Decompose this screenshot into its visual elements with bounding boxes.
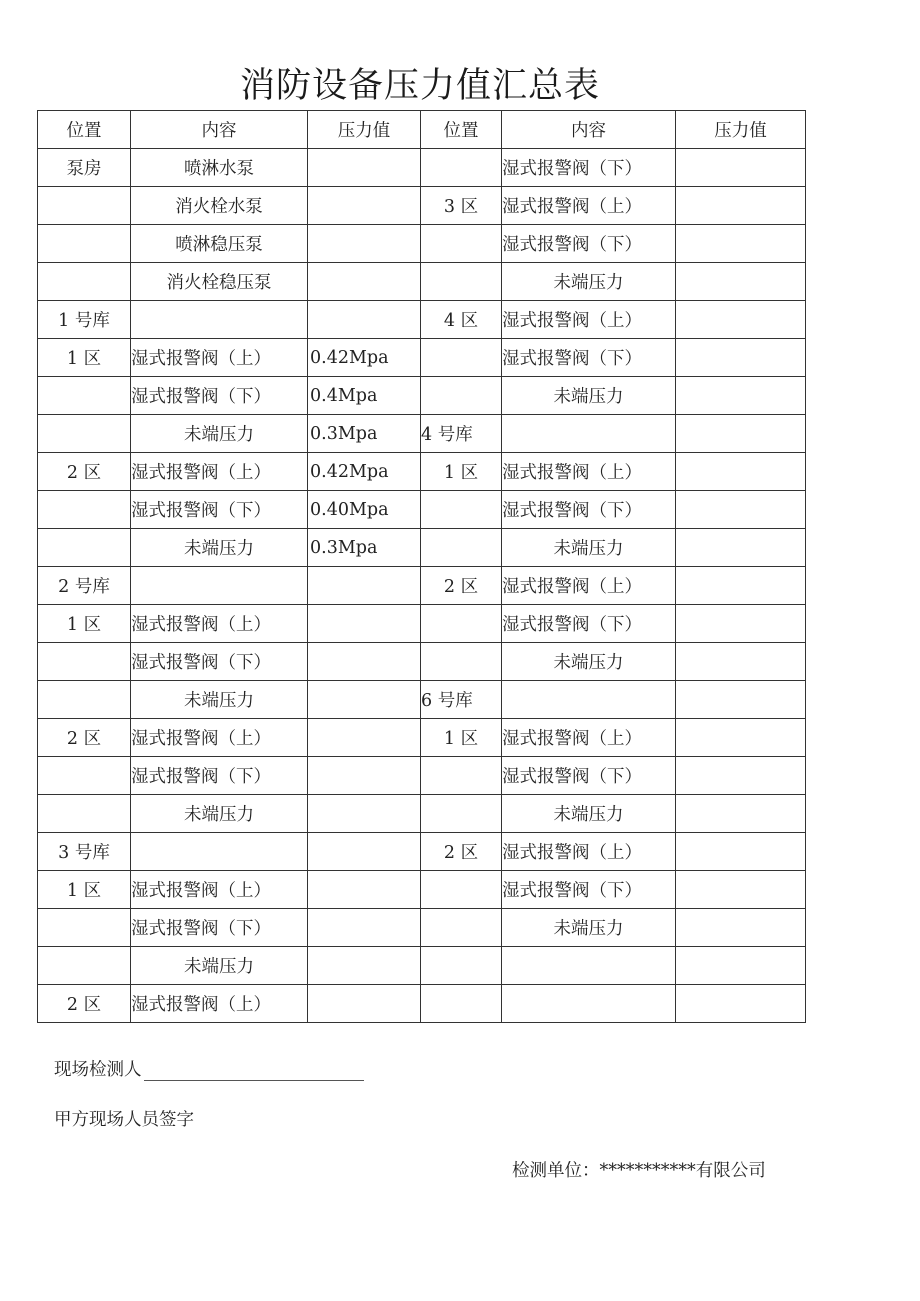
location-cell (421, 149, 502, 187)
content-cell: 未端压力 (131, 681, 308, 719)
pressure-cell[interactable] (308, 605, 421, 643)
content-cell: 湿式报警阀（下） (131, 909, 308, 947)
pressure-cell[interactable] (308, 871, 421, 909)
table-row (38, 415, 806, 453)
location-cell (38, 643, 131, 681)
content-cell (131, 301, 308, 339)
content-cell: 未端压力 (131, 415, 308, 453)
pressure-cell[interactable] (676, 339, 806, 377)
content-cell: 未端压力 (131, 947, 308, 985)
content-cell: 湿式报警阀（下） (502, 225, 676, 263)
content-cell: 湿式报警阀（上） (131, 339, 308, 377)
table-row (38, 225, 806, 263)
pressure-cell[interactable] (308, 681, 421, 719)
location-cell (421, 795, 502, 833)
content-cell: 湿式报警阀（下） (502, 339, 676, 377)
pressure-cell[interactable] (676, 263, 806, 301)
content-cell: 未端压力 (502, 909, 676, 947)
content-cell: 湿式报警阀（下） (502, 605, 676, 643)
pressure-cell[interactable] (676, 795, 806, 833)
content-cell: 湿式报警阀（上） (131, 985, 308, 1023)
location-cell (421, 909, 502, 947)
location-cell (38, 187, 131, 225)
content-cell: 未端压力 (131, 795, 308, 833)
location-cell (38, 909, 131, 947)
pressure-cell[interactable] (676, 681, 806, 719)
pressure-cell[interactable] (676, 567, 806, 605)
pressure-cell[interactable]: 0.3Mpa (308, 529, 421, 567)
location-cell: 2 区 (38, 453, 131, 491)
content-cell: 湿式报警阀（上） (131, 453, 308, 491)
content-cell: 未端压力 (502, 377, 676, 415)
content-cell: 湿式报警阀（上） (131, 871, 308, 909)
table-row (38, 909, 806, 947)
location-cell (38, 263, 131, 301)
table-row (38, 529, 806, 567)
content-cell: 湿式报警阀（上） (502, 301, 676, 339)
location-cell: 2 区 (421, 833, 502, 871)
content-cell: 湿式报警阀（上） (502, 719, 676, 757)
location-cell (421, 225, 502, 263)
location-cell: 泵房 (38, 149, 131, 187)
location-cell (38, 681, 131, 719)
table-row (38, 681, 806, 719)
location-cell: 1 区 (38, 871, 131, 909)
content-cell: 湿式报警阀（下） (502, 871, 676, 909)
content-cell: 湿式报警阀（上） (502, 187, 676, 225)
pressure-cell[interactable] (676, 719, 806, 757)
location-cell: 4 号库 (421, 415, 502, 453)
pressure-cell[interactable] (308, 643, 421, 681)
pressure-cell[interactable] (308, 187, 421, 225)
pressure-cell[interactable] (308, 947, 421, 985)
inspector-label: 现场检测人 (54, 1060, 142, 1080)
content-cell: 未端压力 (502, 643, 676, 681)
inspection-unit: 检测单位：***********有限公司 (512, 1161, 766, 1181)
document-title: 消防设备压力值汇总表 (239, 66, 600, 106)
pressure-cell[interactable] (308, 833, 421, 871)
content-cell: 消火栓稳压泵 (131, 263, 308, 301)
content-cell: 未端压力 (502, 263, 676, 301)
location-cell (421, 605, 502, 643)
table-row (38, 985, 806, 1023)
content-cell: 消火栓水泵 (131, 187, 308, 225)
pressure-cell[interactable] (676, 833, 806, 871)
content-cell: 湿式报警阀（上） (502, 567, 676, 605)
location-cell (421, 491, 502, 529)
pressure-cell[interactable] (676, 643, 806, 681)
pressure-cell[interactable] (676, 415, 806, 453)
location-cell (421, 643, 502, 681)
pressure-cell[interactable] (676, 453, 806, 491)
header-content: 内容 (131, 111, 308, 149)
location-cell (38, 947, 131, 985)
header-pressure: 压力值 (676, 111, 806, 149)
table-row (38, 149, 806, 187)
pressure-cell[interactable] (308, 719, 421, 757)
table-row (38, 453, 806, 491)
pressure-cell[interactable] (308, 567, 421, 605)
table-row (38, 795, 806, 833)
location-cell (38, 757, 131, 795)
content-cell (502, 415, 676, 453)
pressure-cell[interactable] (676, 301, 806, 339)
location-cell (421, 871, 502, 909)
location-cell: 4 区 (421, 301, 502, 339)
pressure-cell[interactable] (676, 149, 806, 187)
content-cell: 未端压力 (131, 529, 308, 567)
content-cell (502, 947, 676, 985)
content-cell: 湿式报警阀（上） (502, 453, 676, 491)
location-cell (38, 795, 131, 833)
location-cell: 2 区 (38, 719, 131, 757)
table-row (38, 605, 806, 643)
location-cell (421, 757, 502, 795)
location-cell: 1 区 (421, 453, 502, 491)
table-row (38, 947, 806, 985)
location-cell: 1 区 (38, 605, 131, 643)
table-row (38, 757, 806, 795)
location-cell: 2 区 (421, 567, 502, 605)
pressure-cell[interactable] (308, 757, 421, 795)
content-cell: 湿式报警阀（下） (502, 149, 676, 187)
location-cell (38, 377, 131, 415)
content-cell: 喷淋稳压泵 (131, 225, 308, 263)
inspector-signature-blank[interactable] (144, 1061, 364, 1081)
pressure-cell[interactable]: 0.40Mpa (308, 491, 421, 529)
location-cell (421, 529, 502, 567)
pressure-cell[interactable] (308, 225, 421, 263)
pressure-cell[interactable] (676, 871, 806, 909)
pressure-summary-table (37, 110, 806, 1023)
pressure-cell[interactable] (676, 757, 806, 795)
table-row (38, 719, 806, 757)
party-a-signature-label: 甲方现场人员签字 (54, 1110, 194, 1130)
content-cell (131, 833, 308, 871)
pressure-cell[interactable] (676, 985, 806, 1023)
content-cell: 湿式报警阀（下） (502, 491, 676, 529)
header-location: 位置 (421, 111, 502, 149)
pressure-cell[interactable] (676, 377, 806, 415)
pressure-cell[interactable] (676, 605, 806, 643)
content-cell: 湿式报警阀（下） (502, 757, 676, 795)
table-row (38, 871, 806, 909)
location-cell: 3 区 (421, 187, 502, 225)
pressure-cell[interactable] (676, 491, 806, 529)
location-cell: 1 区 (38, 339, 131, 377)
content-cell (502, 985, 676, 1023)
table-row (38, 567, 806, 605)
content-cell: 未端压力 (502, 529, 676, 567)
pressure-cell[interactable] (308, 795, 421, 833)
location-cell (38, 491, 131, 529)
pressure-cell[interactable] (676, 529, 806, 567)
content-cell: 未端压力 (502, 795, 676, 833)
table-row (38, 833, 806, 871)
content-cell: 湿式报警阀（下） (131, 491, 308, 529)
inspector-line (54, 1056, 364, 1081)
pressure-cell[interactable] (676, 225, 806, 263)
header-pressure: 压力值 (308, 111, 421, 149)
table-row (38, 187, 806, 225)
pressure-cell[interactable] (676, 187, 806, 225)
header-content: 内容 (502, 111, 676, 149)
table-row (38, 339, 806, 377)
location-cell (38, 415, 131, 453)
location-cell: 6 号库 (421, 681, 502, 719)
table-row (38, 377, 806, 415)
location-cell (421, 377, 502, 415)
content-cell: 湿式报警阀（上） (131, 719, 308, 757)
pressure-cell[interactable]: 0.3Mpa (308, 415, 421, 453)
table-row (38, 643, 806, 681)
pressure-cell[interactable] (308, 909, 421, 947)
table-row (38, 301, 806, 339)
location-cell: 3 号库 (38, 833, 131, 871)
table-row (38, 263, 806, 301)
content-cell (502, 681, 676, 719)
pressure-cell[interactable]: 0.42Mpa (308, 339, 421, 377)
location-cell: 1 号库 (38, 301, 131, 339)
pressure-cell[interactable]: 0.4Mpa (308, 377, 421, 415)
content-cell: 湿式报警阀（上） (131, 605, 308, 643)
content-cell: 湿式报警阀（上） (502, 833, 676, 871)
location-cell (421, 263, 502, 301)
content-cell: 湿式报警阀（下） (131, 757, 308, 795)
location-cell (421, 947, 502, 985)
location-cell: 1 区 (421, 719, 502, 757)
location-cell (38, 529, 131, 567)
content-cell: 湿式报警阀（下） (131, 643, 308, 681)
pressure-cell[interactable] (676, 909, 806, 947)
pressure-cell[interactable] (676, 947, 806, 985)
pressure-cell[interactable] (308, 149, 421, 187)
pressure-cell[interactable] (308, 263, 421, 301)
table-row (38, 491, 806, 529)
table-header-row (38, 111, 806, 149)
pressure-cell[interactable]: 0.42Mpa (308, 453, 421, 491)
content-cell (131, 567, 308, 605)
location-cell (421, 339, 502, 377)
content-cell: 湿式报警阀（下） (131, 377, 308, 415)
location-cell: 2 区 (38, 985, 131, 1023)
location-cell: 2 号库 (38, 567, 131, 605)
location-cell (421, 985, 502, 1023)
content-cell: 喷淋水泵 (131, 149, 308, 187)
header-location: 位置 (38, 111, 131, 149)
pressure-cell[interactable] (308, 301, 421, 339)
location-cell (38, 225, 131, 263)
pressure-cell[interactable] (308, 985, 421, 1023)
